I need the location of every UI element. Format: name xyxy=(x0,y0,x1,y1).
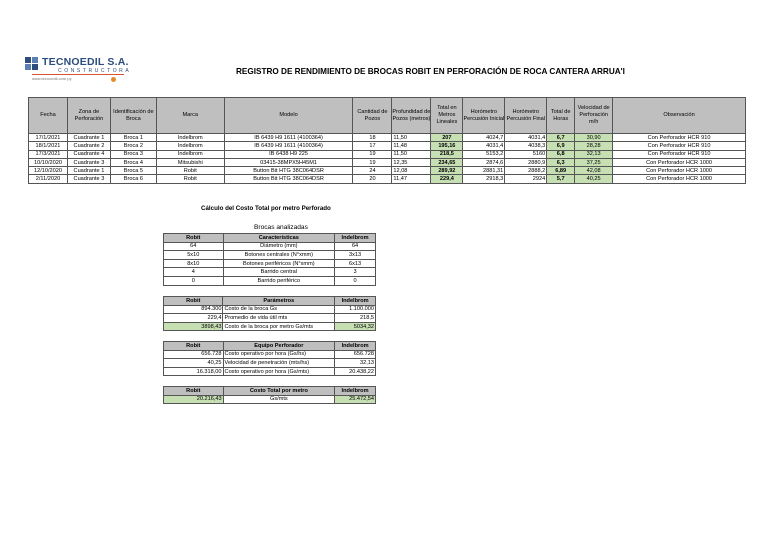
brocas-header-robit: Robit xyxy=(164,234,224,243)
equipo-table xyxy=(163,341,376,376)
logo-divider xyxy=(32,74,124,75)
cell-robit: 8x10 xyxy=(164,259,224,268)
cell-total-metros: 234,65 xyxy=(431,158,463,166)
cell-total-metros: 218,5 xyxy=(431,150,463,158)
cell-observacion: Con Perforador HCR 910 xyxy=(613,134,746,142)
cell-robit: 229,4 xyxy=(164,314,223,323)
cell-marca: Indelbrom xyxy=(156,150,224,158)
costo-total-header-indelbrom: Indelbrom xyxy=(335,387,376,396)
cell-cantidad: 24 xyxy=(353,167,392,175)
cell-velocidad: 28,28 xyxy=(575,142,613,150)
brocas-header-caracteristicas: Características xyxy=(223,234,335,243)
table-row xyxy=(164,259,376,268)
cell-zona: Cuadrante 1 xyxy=(67,167,110,175)
col-fecha: Fecha xyxy=(29,98,68,134)
cell-broca: Broca 3 xyxy=(110,150,156,158)
table-row xyxy=(164,305,376,314)
cell-horometro-inicial: 5153,2 xyxy=(463,150,505,158)
cell-unidad: Gs/mts xyxy=(223,395,334,404)
col-horometro-final: Horómetro Percusión Final xyxy=(505,98,547,134)
cell-velocidad: 42,08 xyxy=(575,167,613,175)
cell-robit: 3898,43 xyxy=(164,322,223,331)
table-row xyxy=(164,314,376,323)
cell-horometro-final: 5160 xyxy=(505,150,547,158)
costo-total-header-costo: Costo Total por metro xyxy=(223,387,334,396)
col-velocidad: Velocidad de Perforación m/h xyxy=(575,98,613,134)
cell-total-horas: 5,7 xyxy=(547,175,575,183)
table-row xyxy=(164,322,376,331)
cell-cantidad: 18 xyxy=(353,134,392,142)
cell-robit: 4 xyxy=(164,268,224,277)
company-website: www.tecnoedil.com.py xyxy=(32,76,72,81)
table-row xyxy=(29,175,746,183)
cell-cantidad: 19 xyxy=(353,158,392,166)
table-row xyxy=(29,142,746,150)
brocas-caption: Brocas analizadas xyxy=(254,224,308,231)
table-row xyxy=(164,350,376,359)
cell-broca: Broca 2 xyxy=(110,142,156,150)
table-row xyxy=(29,158,746,166)
parametros-header-robit: Robit xyxy=(164,297,223,306)
cell-parametro: Costo de la broca Gs xyxy=(223,305,335,314)
cell-observacion: Con Perforador HCR 910 xyxy=(613,150,746,158)
cell-robit: 656.728 xyxy=(164,350,224,359)
cell-modelo: IB 6439 H9 1611 (4100364) xyxy=(224,134,353,142)
cell-robit: 16.318,00 xyxy=(164,367,224,376)
cell-profundidad: 11,50 xyxy=(392,150,431,158)
cell-observacion: Con Perforador HCR 910 xyxy=(613,142,746,150)
cell-indelbrom: 1.100.000 xyxy=(335,305,376,314)
cell-horometro-final: 4031,4 xyxy=(505,134,547,142)
cell-zona: Cuadrante 2 xyxy=(67,142,110,150)
cell-observacion: Con Perforador HCR 1000 xyxy=(613,167,746,175)
col-horometro-inicial: Horómetro Percusión Inicial xyxy=(463,98,505,134)
cell-indelbrom-total: 25.472,54 xyxy=(335,395,376,404)
col-zona: Zona de Perforación xyxy=(67,98,110,134)
cell-cantidad: 17 xyxy=(353,142,392,150)
cell-total-horas: 6,7 xyxy=(547,134,575,142)
cell-indelbrom: 218,5 xyxy=(335,314,376,323)
cell-equipo: Costo operativo por hora (Gs/hs) xyxy=(223,350,335,359)
cell-indelbrom: 20.438,22 xyxy=(335,367,376,376)
cell-observacion: Con Perforador HCR 1000 xyxy=(613,158,746,166)
cell-horometro-inicial: 2918,3 xyxy=(463,175,505,183)
cell-profundidad: 12,08 xyxy=(392,167,431,175)
parametros-header xyxy=(164,297,376,306)
cell-indelbrom: 0 xyxy=(335,276,376,285)
col-observacion: Observación xyxy=(613,98,746,134)
cell-velocidad: 32,13 xyxy=(575,150,613,158)
cell-horometro-inicial: 2874,6 xyxy=(463,158,505,166)
cell-observacion: Con Perforador HCR 1000 xyxy=(613,175,746,183)
costo-total-header xyxy=(164,387,376,396)
cell-fecha: 17/1/2021 xyxy=(29,134,68,142)
table-row xyxy=(29,167,746,175)
cell-broca: Broca 6 xyxy=(110,175,156,183)
table-row xyxy=(164,276,376,285)
company-subtitle: CONSTRUCTORA xyxy=(58,68,132,74)
cell-total-metros: 195,16 xyxy=(431,142,463,150)
cell-indelbrom: 64 xyxy=(335,242,376,251)
cell-robit: 5x10 xyxy=(164,251,224,260)
table-row xyxy=(164,359,376,368)
cell-marca: Indelbrom xyxy=(156,142,224,150)
cell-broca: Broca 5 xyxy=(110,167,156,175)
logo-dot-icon xyxy=(111,77,116,82)
cell-parametro: Promedio de vida útil mts xyxy=(223,314,335,323)
parametros-header-indelbrom: Indelbrom xyxy=(335,297,376,306)
cell-cantidad: 19 xyxy=(353,150,392,158)
company-name: TECNOEDIL S.A. xyxy=(42,56,129,68)
cell-indelbrom: 656.728 xyxy=(335,350,376,359)
cell-modelo: IB 6438 H9 225 xyxy=(224,150,353,158)
cell-total-horas: 6,9 xyxy=(547,142,575,150)
cell-robit: 40,25 xyxy=(164,359,224,368)
cell-horometro-final: 2888,2 xyxy=(505,167,547,175)
cell-total-metros: 229,4 xyxy=(431,175,463,183)
table-row xyxy=(164,395,376,404)
parametros-header-parametros: Parámetros xyxy=(223,297,335,306)
cell-modelo: 03415-38MPX5H45M1 xyxy=(224,158,353,166)
cell-caracteristica: Barrido central xyxy=(223,268,335,277)
cell-horometro-final: 2880,9 xyxy=(505,158,547,166)
col-identificacion: Identificación de Broca xyxy=(110,98,156,134)
cell-caracteristica: Barrido periférico xyxy=(223,276,335,285)
cell-zona: Cuadrante 4 xyxy=(67,150,110,158)
cell-broca: Broca 4 xyxy=(110,158,156,166)
table-row xyxy=(29,150,746,158)
table-row xyxy=(164,242,376,251)
cell-zona: Cuadrante 3 xyxy=(67,158,110,166)
cell-modelo: Button Bit HTG 38C064DSR xyxy=(224,175,353,183)
company-logo xyxy=(24,56,134,86)
cell-profundidad: 11,50 xyxy=(392,134,431,142)
table-row xyxy=(164,251,376,260)
cell-velocidad: 30,90 xyxy=(575,134,613,142)
cell-horometro-final: 2924 xyxy=(505,175,547,183)
cost-section-title: Cálculo del Costo Total por metro Perforado xyxy=(201,205,331,212)
col-total-metros: Total en Metros Lineales xyxy=(431,98,463,134)
cell-modelo: Button Bit HTG 38C064DSR xyxy=(224,167,353,175)
cell-total-metros: 289,92 xyxy=(431,167,463,175)
cell-indelbrom: 6x13 xyxy=(335,259,376,268)
brocas-header xyxy=(164,234,376,243)
equipo-header-equipo: Equipo Perforador xyxy=(223,342,335,351)
col-cantidad: Cantidad de Pozos xyxy=(353,98,392,134)
cell-total-horas: 6,89 xyxy=(547,167,575,175)
cell-fecha: 17/3/2021 xyxy=(29,150,68,158)
cell-marca: Mitsubishi xyxy=(156,158,224,166)
cell-zona: Cuadrante 1 xyxy=(67,134,110,142)
logo-mark-icon xyxy=(24,56,40,72)
brocas-header-indelbrom: Indelbrom xyxy=(335,234,376,243)
cell-robit: 64 xyxy=(164,242,224,251)
page-title: REGISTRO DE RENDIMIENTO DE BROCAS ROBIT EN PERFORACIÓN DE ROCA CANTERA ARRUA'I xyxy=(236,67,625,76)
cell-profundidad: 11,47 xyxy=(392,175,431,183)
cell-indelbrom: 5034,32 xyxy=(335,322,376,331)
cell-total-horas: 6,3 xyxy=(547,158,575,166)
cell-parametro: Costo de la broca por metro Gs/mts xyxy=(223,322,335,331)
cell-total-horas: 6,8 xyxy=(547,150,575,158)
cell-horometro-inicial: 2881,31 xyxy=(463,167,505,175)
col-total-horas: Total de Horas xyxy=(547,98,575,134)
cell-fecha: 18/1/2021 xyxy=(29,142,68,150)
cell-fecha: 12/10/2020 xyxy=(29,167,68,175)
cell-cantidad: 20 xyxy=(353,175,392,183)
cell-horometro-final: 4038,3 xyxy=(505,142,547,150)
equipo-header-robit: Robit xyxy=(164,342,224,351)
table-row xyxy=(164,268,376,277)
cell-marca: Robit xyxy=(156,175,224,183)
cell-marca: Indelbrom xyxy=(156,134,224,142)
equipo-header-indelbrom: Indelbrom xyxy=(335,342,376,351)
cell-fecha: 10/10/2020 xyxy=(29,158,68,166)
cell-horometro-inicial: 4024,7 xyxy=(463,134,505,142)
cell-horometro-inicial: 4031,4 xyxy=(463,142,505,150)
cell-caracteristica: Diámetro (mm) xyxy=(223,242,335,251)
table-row xyxy=(164,367,376,376)
cell-robit: 0 xyxy=(164,276,224,285)
table-row xyxy=(29,134,746,142)
cell-modelo: IB 6439 H9 1611 (4100364) xyxy=(224,142,353,150)
cell-robit: 894.300 xyxy=(164,305,223,314)
col-profundidad: Profundidad de Pozos (metros) xyxy=(392,98,431,134)
cell-broca: Broca 1 xyxy=(110,134,156,142)
cell-robit-total: 20.216,43 xyxy=(164,395,224,404)
col-modelo: Modelo xyxy=(224,98,353,134)
cell-profundidad: 11,48 xyxy=(392,142,431,150)
cell-equipo: Velocidad de penetración (mts/hs) xyxy=(223,359,335,368)
cell-velocidad: 37,25 xyxy=(575,158,613,166)
cell-velocidad: 40,25 xyxy=(575,175,613,183)
cell-indelbrom: 3x13 xyxy=(335,251,376,260)
brocas-table xyxy=(163,233,376,286)
cell-marca: Robit xyxy=(156,167,224,175)
cell-indelbrom: 32,13 xyxy=(335,359,376,368)
cell-caracteristica: Botones centrales (N°xmm) xyxy=(223,251,335,260)
performance-table xyxy=(28,97,746,184)
costo-total-table xyxy=(163,386,376,404)
cell-caracteristica: Botones periféricos (N°xmm) xyxy=(223,259,335,268)
cell-zona: Cuadrante 3 xyxy=(67,175,110,183)
equipo-header xyxy=(164,342,376,351)
cell-total-metros: 207 xyxy=(431,134,463,142)
performance-table-header xyxy=(29,98,746,134)
cell-equipo: Costo operativo por hora (Gs/mts) xyxy=(223,367,335,376)
costo-total-header-robit: Robit xyxy=(164,387,224,396)
cell-fecha: 2/11/2020 xyxy=(29,175,68,183)
parametros-table xyxy=(163,296,376,331)
cell-profundidad: 12,35 xyxy=(392,158,431,166)
cell-indelbrom: 3 xyxy=(335,268,376,277)
col-marca: Marca xyxy=(156,98,224,134)
